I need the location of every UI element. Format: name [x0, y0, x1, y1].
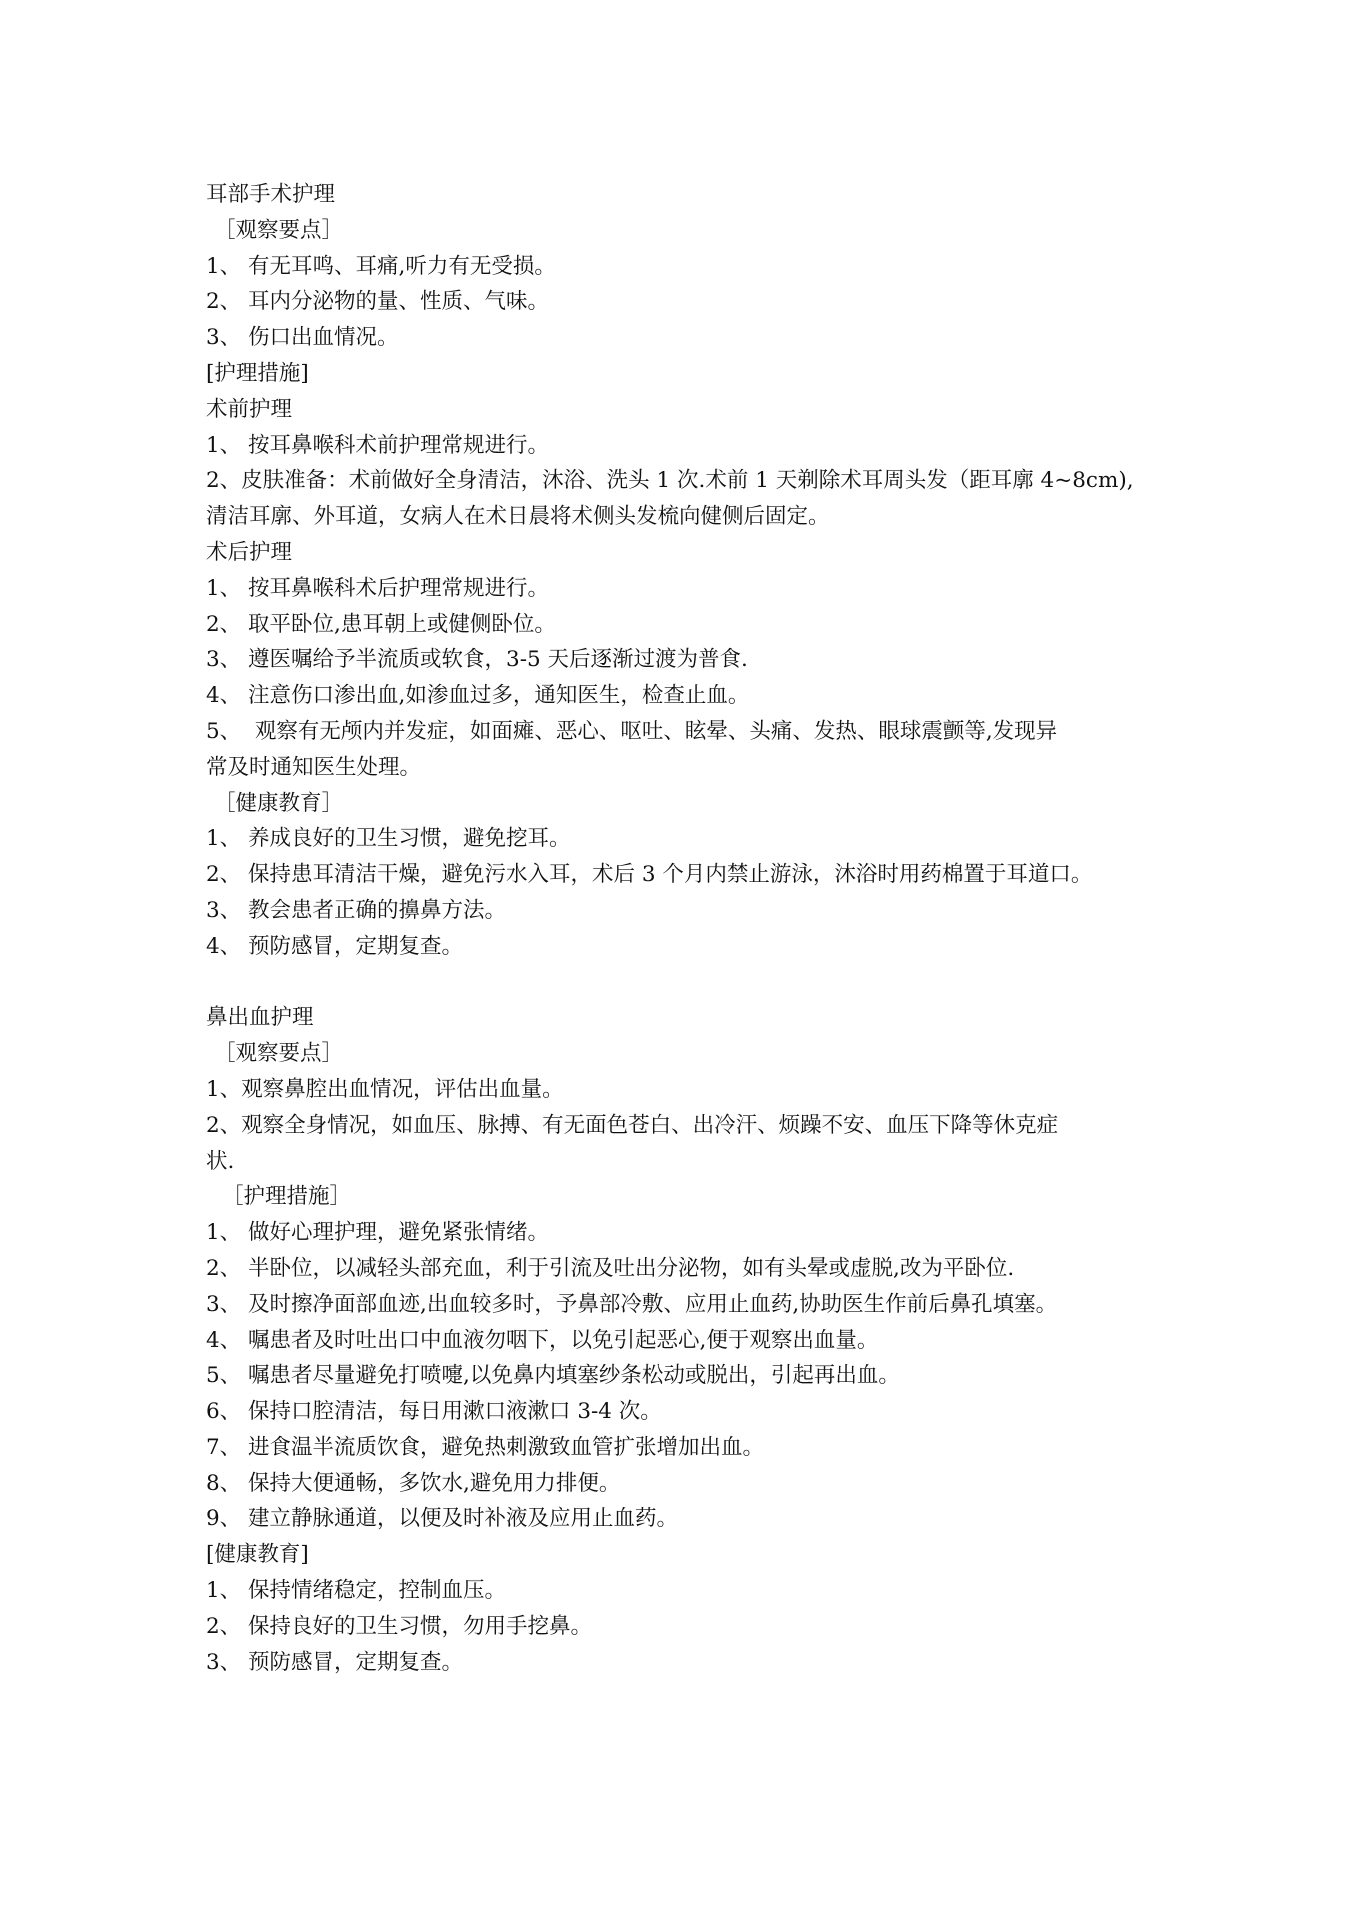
list-item: 6、 保持口腔清洁，每日用漱口液漱口 3-4 次。: [206, 1399, 662, 1425]
list-item: 7、 进食温半流质饮食，避免热刺激致血管扩张增加出血。: [206, 1434, 765, 1460]
list-item: 1、 按耳鼻喉科术后护理常规进行。: [206, 575, 550, 601]
list-item: 1、 有无耳鸣、耳痛,听力有无受损。: [206, 253, 556, 279]
heading-education: [健康教育]: [206, 1542, 309, 1568]
list-item: 2、皮肤准备：术前做好全身清洁，沐浴、洗头 1 次.术前 1 天剃除术耳周头发（距耳廓 4~8cm),: [206, 468, 1134, 494]
list-item: 2、 保持患耳清洁干燥，避免污水入耳，术后 3 个月内禁止游泳，沐浴时用药棉置于耳道口。: [206, 862, 1093, 888]
list-item-continuation: 常及时通知医生处理。: [206, 754, 422, 780]
list-item-continuation: 清洁耳廓、外耳道，女病人在术日晨将术侧头发梳向健侧后固定。: [206, 504, 830, 530]
list-item: 4、 注意伤口渗出血,如渗血过多，通知医生，检查止血。: [206, 683, 750, 709]
list-item: 5、 观察有无颅内并发症，如面瘫、恶心、呕吐、眩晕、头痛、发热、眼球震颤等,发现异: [206, 718, 1058, 744]
list-item: 1、 保持情绪稳定，控制血压。: [206, 1578, 507, 1604]
heading-education: ［健康教育］: [214, 790, 344, 816]
list-item: 3、 伤口出血情况。: [206, 325, 399, 351]
document-body: [206, 177, 1186, 1680]
list-item: 3、 遵医嘱给予半流质或软食，3-5 天后逐渐过渡为普食.: [206, 647, 748, 673]
list-item: 4、 预防感冒，定期复查。: [206, 933, 464, 959]
list-item: 8、 保持大便通畅，多饮水,避免用力排便。: [206, 1470, 621, 1496]
list-item-continuation: 状.: [206, 1148, 235, 1174]
list-item: 1、观察鼻腔出血情况，评估出血量。: [206, 1076, 564, 1102]
heading-care: [护理措施]: [206, 360, 309, 386]
heading-observe: ［观察要点］: [214, 1041, 344, 1067]
list-item: 2、 取平卧位,患耳朝上或健侧卧位。: [206, 611, 556, 637]
list-item: 2、 半卧位，以减轻头部充血，利于引流及吐出分泌物，如有头晕或虚脱,改为平卧位.: [206, 1255, 1015, 1281]
section-title-ear: 耳部手术护理: [206, 182, 336, 207]
list-item: 2、观察全身情况，如血压、脉搏、有无面色苍白、出冷汗、烦躁不安、血压下降等休克症: [206, 1112, 1059, 1138]
heading-observe: ［观察要点］: [214, 217, 344, 243]
list-item: 2、 保持良好的卫生习惯，勿用手挖鼻。: [206, 1613, 593, 1639]
subheading-post-op: 术后护理: [206, 539, 293, 565]
section-title-nose: 鼻出血护理: [206, 1005, 314, 1031]
list-item: 1、 养成良好的卫生习惯，避免挖耳。: [206, 826, 571, 852]
list-item: 3、 预防感冒，定期复查。: [206, 1649, 464, 1675]
subheading-pre-op: 术前护理: [206, 396, 293, 422]
list-item: 5、 嘱患者尽量避免打喷嚏,以免鼻内填塞纱条松动或脱出，引起再出血。: [206, 1363, 900, 1389]
list-item: 3、 及时擦净面部血迹,出血较多时，予鼻部冷敷、应用止血药,协助医生作前后鼻孔填塞。: [206, 1291, 1058, 1317]
list-item: 2、 耳内分泌物的量、性质、气味。: [206, 289, 550, 315]
list-item: 3、 教会患者正确的擤鼻方法。: [206, 897, 507, 923]
heading-care: ［护理措施］: [222, 1184, 352, 1210]
list-item: 1、 按耳鼻喉科术前护理常规进行。: [206, 432, 550, 458]
list-item: 9、 建立静脉通道，以便及时补液及应用止血药。: [206, 1506, 679, 1532]
list-item: 4、 嘱患者及时吐出口中血液勿咽下，以免引起恶心,便于观察出血量。: [206, 1327, 879, 1353]
list-item: 1、 做好心理护理，避免紧张情绪。: [206, 1220, 550, 1246]
section-spacer: [206, 965, 1186, 1001]
